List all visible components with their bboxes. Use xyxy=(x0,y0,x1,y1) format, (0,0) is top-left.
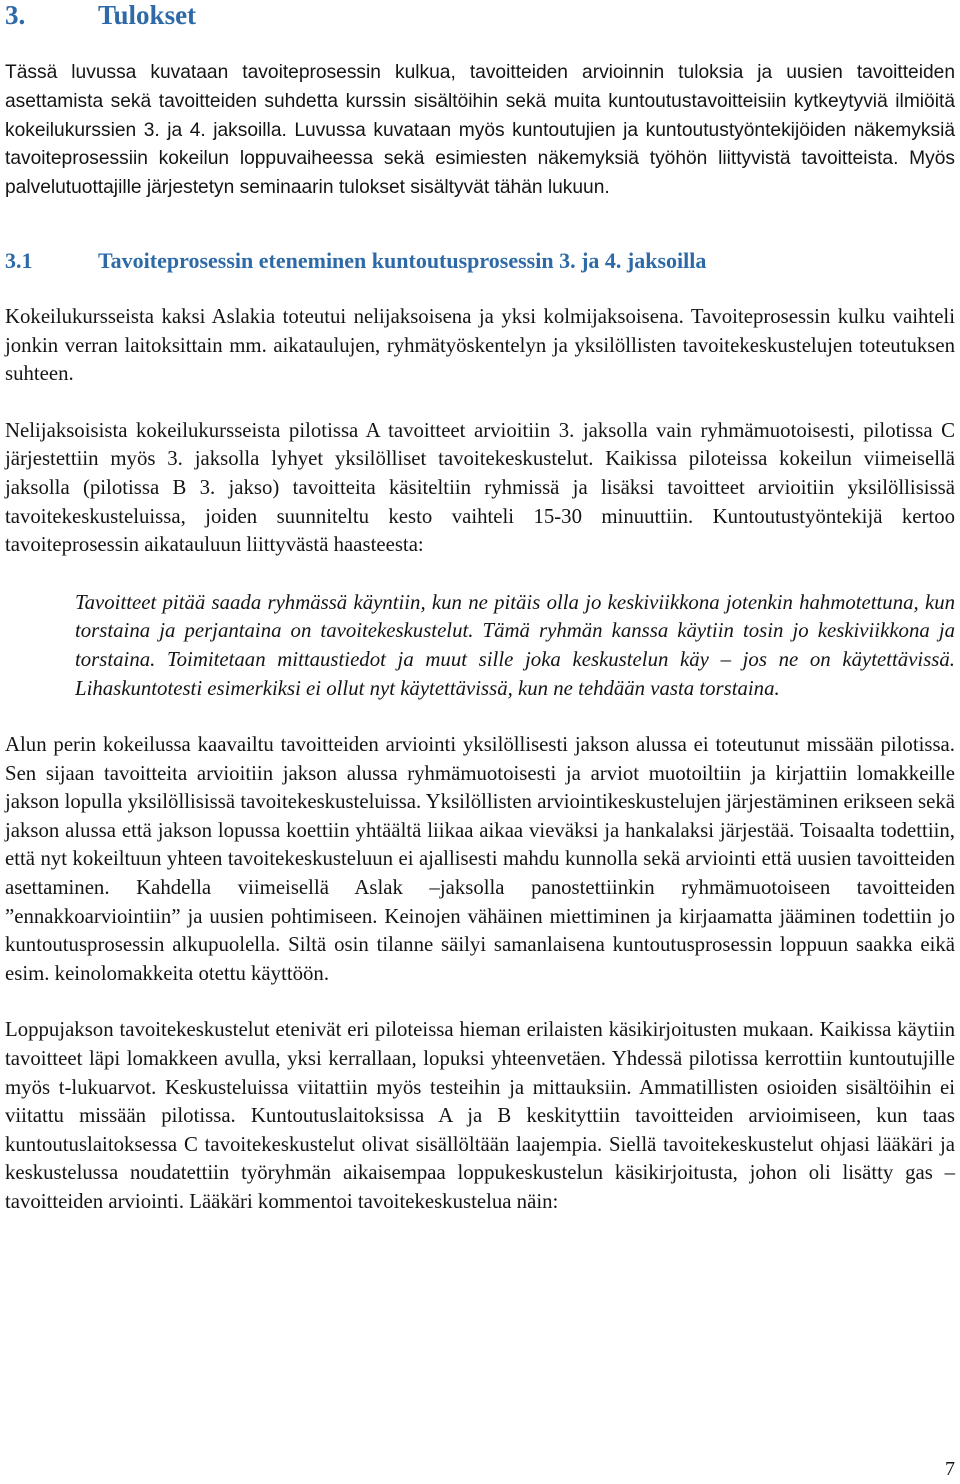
paragraph-3: Alun perin kokeilussa kaavailtu tavoitteiden arviointi yksilöllisesti jakson alussa ei toteutunut missään pilotissa. Sen sijaan tavoitteita arvioitiin jakson alussa ryhmämuotoisesti ja arviot muotoiltiin ja kirjattiin lomakkeille jakson lopulla yksilöllisissä tavoitekeskusteluissa. Yksilöllisten arviointikeskustelujen järjestäminen erikseen sekä jakson alussa että jakson lopussa koettiin yhtäältä liikaa aikaa vieväksi ja hankalaksi järjestää. Toisaalta todettiin, että nyt kokeiltuun yhteen tavoitekeskusteluun ei ajallisesti mahdu kunnolla sekä arviointi että uusien tavoitteiden asettaminen. Kahdella viimeisellä Aslak –jaksolla panostettiinkin ryhmämuotoiseen tavoitteiden ”ennakkoarviointiin” ja uusien pohtimiseen. Keinojen vähäinen miettiminen ja kirjaamatta jääminen todettiin jo kuntoutusprosessin alkupuolella. Siltä osin tilanne säilyi samanlaisena kuntoutusprosessin loppuun saakka eikä esim. keinolomakkeita otettu käyttöön. xyxy=(5,733,955,985)
document-page xyxy=(5,0,955,1217)
paragraph-4: Loppujakson tavoitekeskustelut etenivät eri piloteissa hieman erilaisten käsikirjoitusten mukaan. Kaikissa käytiin tavoitteet läpi lomakkeen avulla, yksi kerrallaan, lopuksi yhteenvetäen. Yhdessä pilotissa kerrottiin kuntoutujille myös t-lukuarvot. Keskusteluissa viitattiin myös testeihin ja mittauksiin. Ammatillisten osioiden sisältöihin ei viitattu missään pilotissa. Kuntoutuslaitoksissa A ja B keskityttiin tavoitteiden arvioimiseen, kun taas kuntoutuslaitoksessa C tavoitekeskustelut olivat sisällöltään laajempia. Siellä tavoitekeskustelut ohjasi lääkäri ja keskustelussa noudatettiin työryhmän aikaisempaa loppukeskustelun käsikirjoitusta, johon oli lisätty gas –tavoitteiden arviointi. Lääkäri kommentoi tavoitekeskustelua näin: xyxy=(5,1018,955,1214)
paragraph-2: Nelijaksoisista kokeilukursseista pilotissa A tavoitteet arvioitiin 3. jaksolla vain ryhmämuotoisesti, pilotissa C järjestettiin myös 3. jaksolla lyhyet yksilölliset tavoitekeskustelut. Kaikissa piloteissa kokeilun viimeisellä jaksolla (pilotissa B 3. jakso) tavoitteita käsiteltiin ryhmissä ja lisäksi tavoitteet arvioitiin yksilöllisissä tavoitekeskusteluissa, joiden suunniteltu kesto vaihteli 15-30 minuuttiin. Kuntoutustyöntekijä kertoo tavoiteprosessin aikatauluun liittyvästä haasteesta: xyxy=(5,418,955,557)
paragraph-1: Kokeilukursseista kaksi Aslakia toteutui nelijaksoisena ja yksi kolmijaksoisena. Tavoiteprosessin kulku vaihteli jonkin verran laitoksittain mm. aikataulujen, ryhmätyöskentelyn ja yksilöllisten tavoitekeskustelujen toteutuksen suhteen. xyxy=(5,304,955,386)
chapter-heading xyxy=(5,0,955,30)
section-number: 3.1 xyxy=(5,247,33,273)
block-quote: Tavoitteet pitää saada ryhmässä käyntiin, kun ne pitäis olla jo keskiviikkona jotenkin hahmotettuna, kun torstaina ja perjantaina on tavoitekeskustelut. Tämä ryhmän kanssa käytiin tosin jo keskiviikkona ja torstaina. Toimitetaan mittaustiedot ja muut sille joka keskustelun käy – jos ne on käytettävissä. Lihaskuntotesti esimerkiksi ei ollut nyt käytettävissä, kun ne tehdään vasta torstaina. xyxy=(75,590,955,700)
section-title: Tavoiteprosessin eteneminen kuntoutusprosessin 3. ja 4. jaksoilla xyxy=(98,247,707,273)
intro-paragraph: Tässä luvussa kuvataan tavoiteprosessin kulkua, tavoitteiden arvioinnin tuloksia ja uusien tavoitteiden asettamista sekä tavoitteiden suhdetta kurssin sisältöihin sekä muita kuntoutustavoitteisiin kytkeytyviä ilmiöitä kokeilukurssien 3. ja 4. jaksoilla. Luvussa kuvataan myös kuntoutujien ja kuntoutustyöntekijöiden näkemyksiä tavoiteprosessiin kokeilun loppuvaiheessa sekä esimiesten näkemyksiä työhön liittyvistä tavoitteista. Myös palvelutuottajille järjestetyn seminaarin tulokset sisältyvät tähän lukuun. xyxy=(5,62,955,199)
page-number: 7 xyxy=(945,1458,955,1480)
chapter-number: 3. xyxy=(5,0,26,30)
chapter-title: Tulokset xyxy=(98,0,197,30)
section-heading xyxy=(5,248,955,274)
